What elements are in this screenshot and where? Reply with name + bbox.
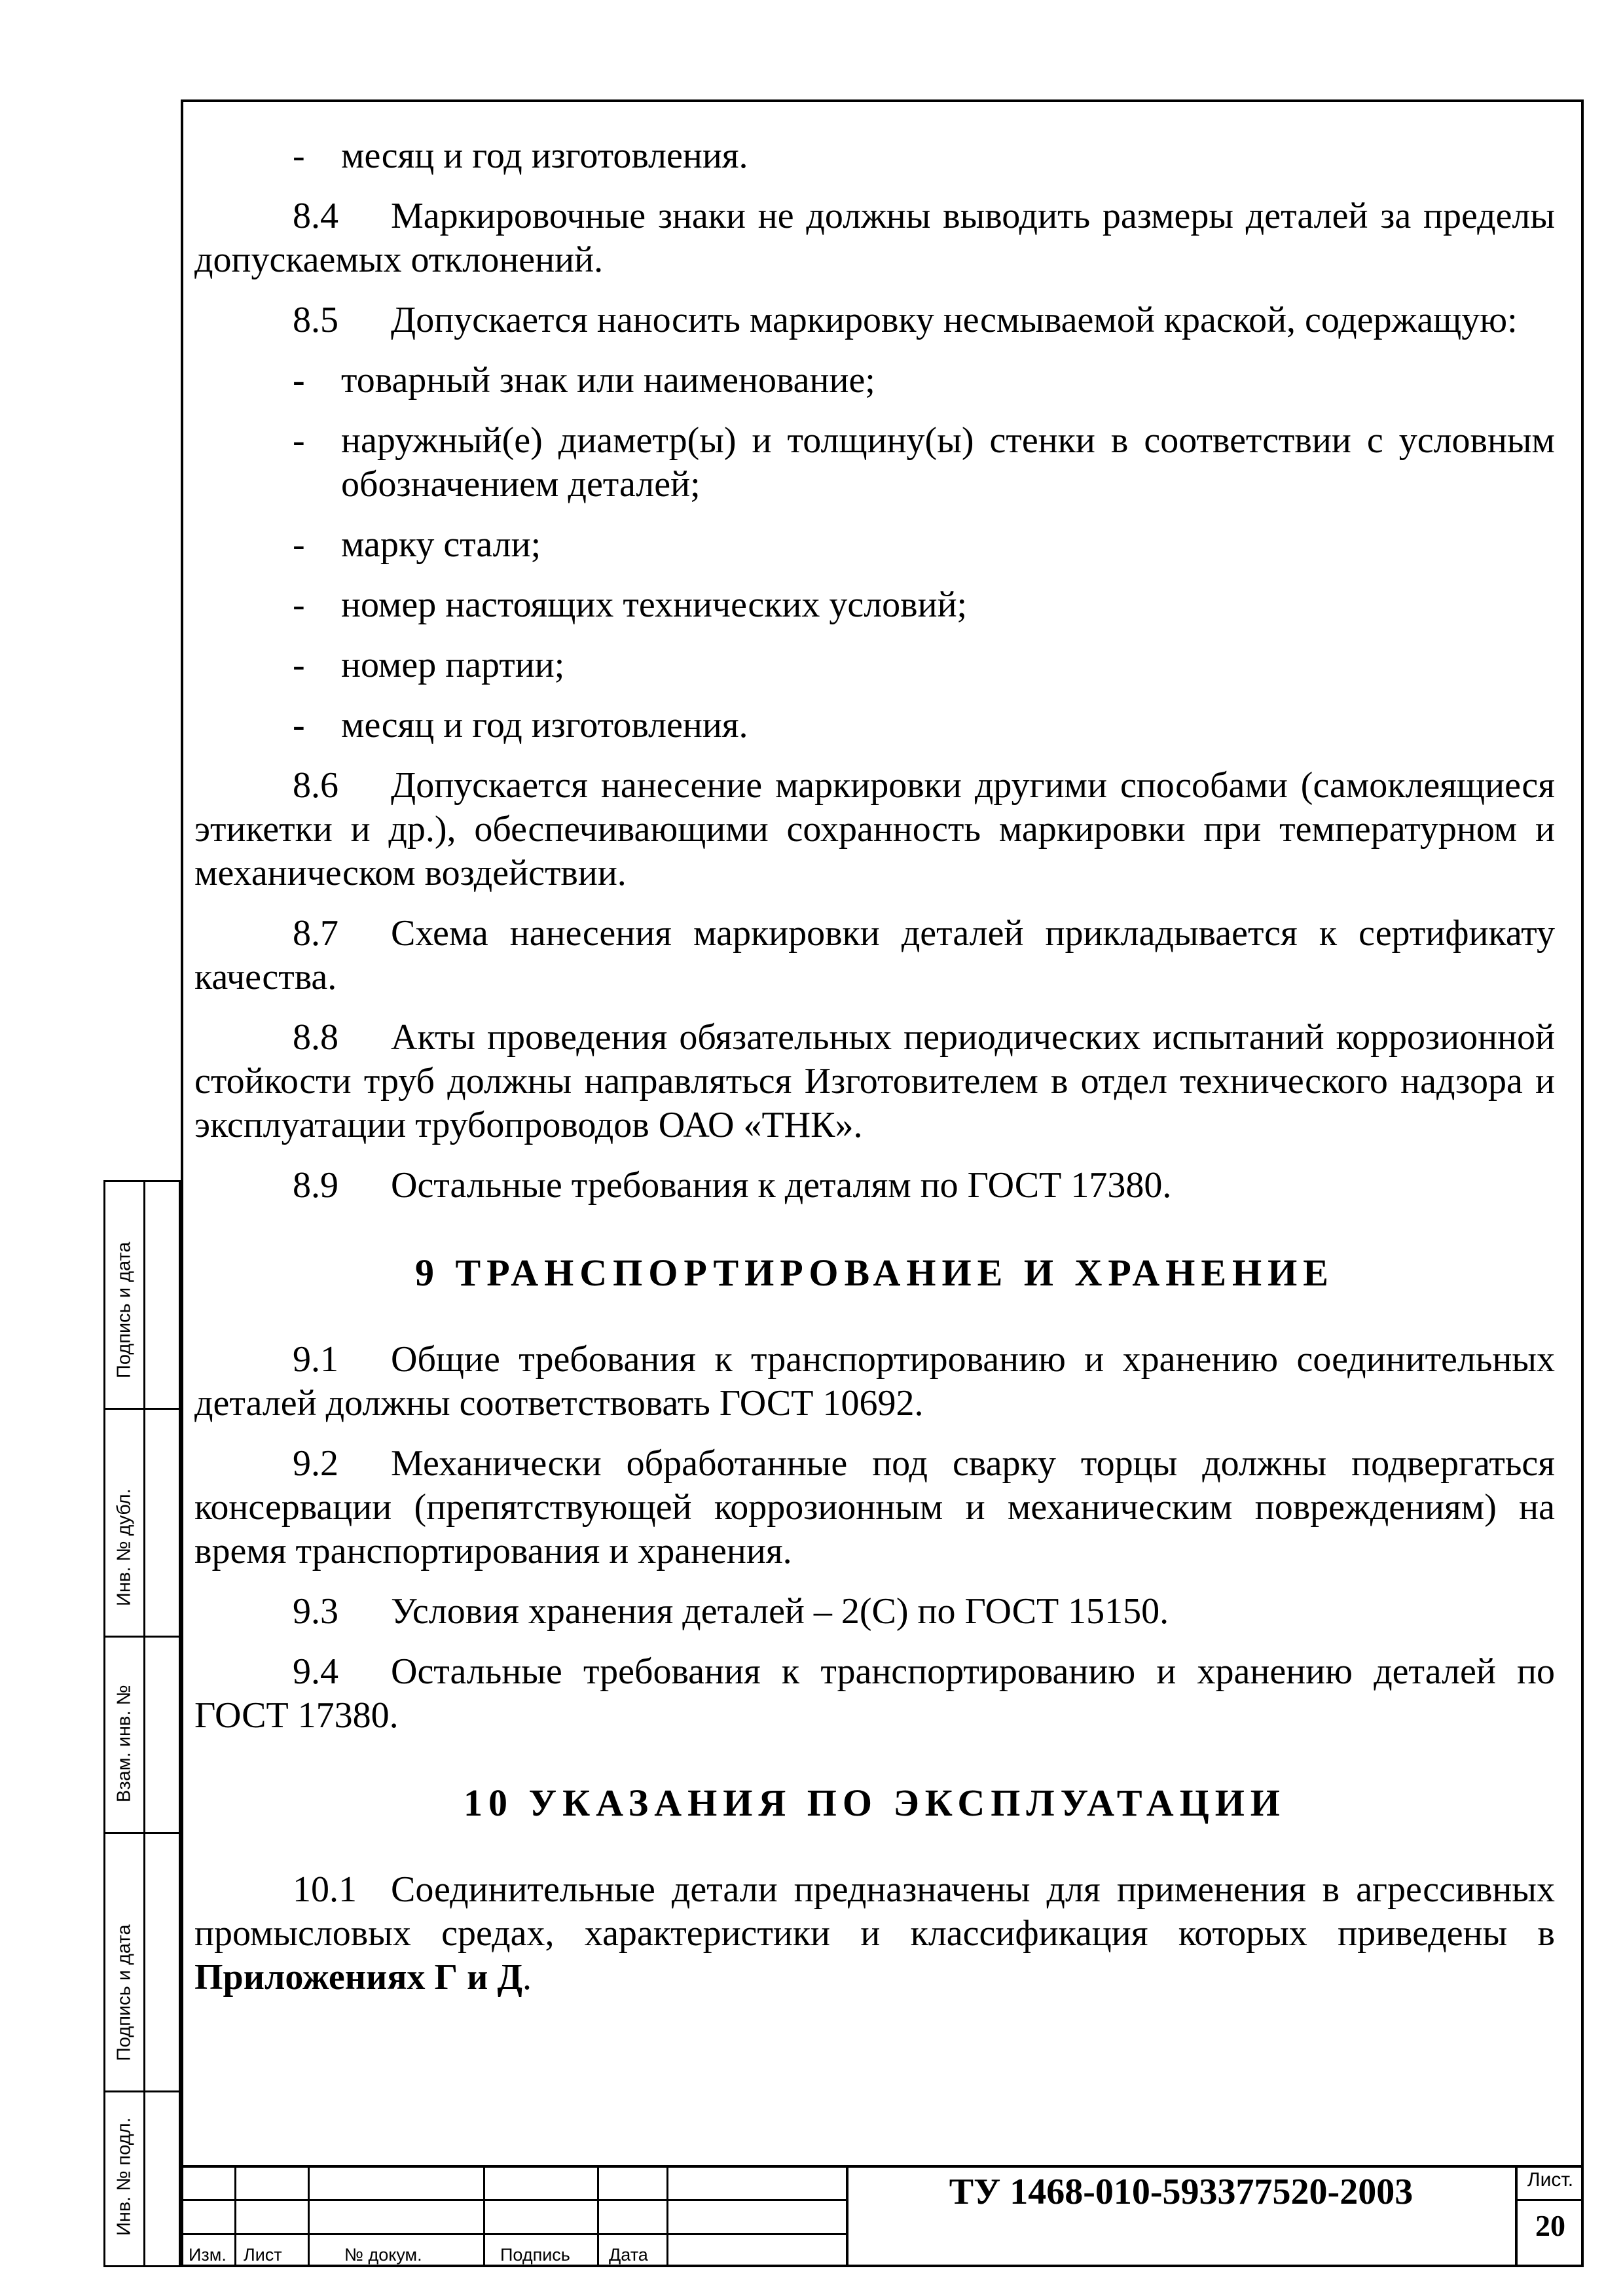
list-item: - товарный знак или наименование; bbox=[293, 360, 875, 401]
section-heading-9: 9 ТРАНСПОРТИРОВАНИЕ И ХРАНЕНИЕ bbox=[415, 1251, 1334, 1294]
list-item: - наружный(е) диаметр(ы) и толщину(ы) стенки в соответствии с условным обозначением деталей; bbox=[293, 420, 1555, 505]
paragraph-8-4: 8.4 Маркировочные знаки не должны выводить размеры деталей за пределы допускаемых отклонений. bbox=[194, 196, 1555, 280]
sidebar-cell-inv-dubl bbox=[103, 1408, 181, 1638]
sidebar-cell-vzam-inv bbox=[103, 1636, 181, 1834]
sidebar-label: Подпись и дата bbox=[113, 1924, 135, 2061]
section-heading-10: 10 УКАЗАНИЯ ПО ЭКСПЛУАТАЦИИ bbox=[464, 1782, 1286, 1824]
sheet-number: 20 bbox=[1535, 2209, 1565, 2242]
paragraph-9-1: 9.1 Общие требования к транспортированию и хранению соединительных деталей должны соответствовать ГОСТ 10692. bbox=[194, 1339, 1555, 1424]
appendix-reference: Приложениях Г и Д bbox=[194, 1957, 522, 1998]
paragraph-9-3: 9.3 Условия хранения деталей – 2(С) по ГОСТ 15150. bbox=[293, 1591, 1169, 1632]
list-item: - номер партии; bbox=[293, 645, 565, 685]
signature-label: Подпись bbox=[500, 2245, 570, 2265]
sidebar-label: Инв. № подл. bbox=[113, 2117, 135, 2236]
list-item: - номер настоящих технических условий; bbox=[293, 584, 968, 625]
sidebar-label: Подпись и дата bbox=[113, 1242, 135, 1378]
doc-number-label: № докум. bbox=[344, 2245, 422, 2265]
paragraph-8-6: 8.6 Допускается нанесение маркировки другими способами (самоклеящиеся этикетки и др.), обеспечивающими сохранность маркировки при температурном и механическом воздействии. bbox=[194, 765, 1555, 893]
paragraph-9-4: 9.4 Остальные требования к транспортированию и хранению деталей по ГОСТ 17380. bbox=[194, 1651, 1555, 1736]
list-item: - месяц и год изготовления. bbox=[293, 705, 748, 745]
sidebar-cell-signature-date-1 bbox=[103, 1180, 181, 1410]
sidebar-cell-inv-podl bbox=[103, 2090, 181, 2267]
document-code: ТУ 1468-010-593377520-2003 bbox=[949, 2172, 1413, 2212]
list-item: - месяц и год изготовления. bbox=[293, 135, 748, 176]
paragraph-8-9: 8.9 Остальные требования к деталям по ГОСТ 17380. bbox=[293, 1165, 1172, 1206]
paragraph-8-8: 8.8 Акты проведения обязательных периодических испытаний коррозионной стойкости труб должны направляться Изготовителем в отдел технического надзора и эксплуатации трубопроводов ОАО «ТНК». bbox=[194, 1017, 1555, 1145]
paragraph-9-2: 9.2 Механически обработанные под сварку торцы должны подвергаться консервации (препятствующей коррозионным и механическим повреждениям) на время транспортирования и хранения. bbox=[194, 1443, 1555, 1571]
sheet-column-label: Лист bbox=[244, 2245, 282, 2265]
document-body bbox=[194, 134, 1555, 2016]
paragraph-8-7: 8.7 Схема нанесения маркировки деталей прикладывается к сертификату качества. bbox=[194, 913, 1555, 997]
sidebar-cell-signature-date-2 bbox=[103, 1832, 181, 2092]
sidebar-label: Инв. № дубл. bbox=[113, 1488, 135, 1606]
date-label: Дата bbox=[609, 2245, 648, 2265]
sheet-label: Лист. bbox=[1527, 2169, 1574, 2191]
paragraph-10-1: 10.1 Соединительные детали предназначены для применения в агрессивных промысловых средах, характеристики и классификация которых приведены в Приложениях Г и Д. bbox=[194, 1869, 1555, 1998]
revision-label: Изм. bbox=[189, 2245, 227, 2265]
list-item: - марку стали; bbox=[293, 524, 541, 565]
sidebar-label: Взам. инв. № bbox=[113, 1685, 135, 1803]
paragraph-8-5: 8.5 Допускается наносить маркировку несмываемой краской, содержащую: bbox=[293, 300, 1518, 340]
title-block bbox=[181, 2165, 1584, 2267]
